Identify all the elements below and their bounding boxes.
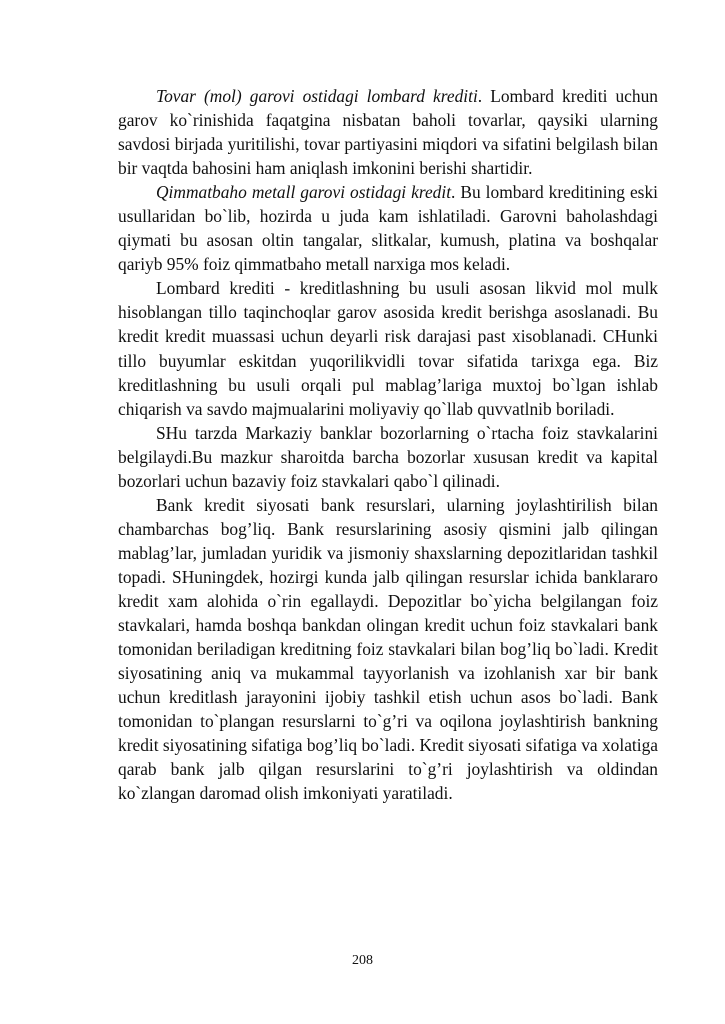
- paragraph-lombard-credit: [118, 276, 658, 420]
- paragraph-lombard-goods: [118, 84, 658, 180]
- paragraph-precious-metal: [118, 180, 658, 276]
- paragraph-text: Bank kredit siyosati bank resurslari, ularning joylashtirilish bilan chambarchas bog’liq. Bank resurslarining asosiy qismini jalb qilingan mablag’lar, jumladan yuridik va jismoniy shaxslarning depozitlaridan tashkil topadi. SHuningdek, hozirgi kunda jalb qilingan resurslar ichida banklararo kredit xam alohida o`rin egallaydi. Depozitlar bo`yicha belgilangan foiz stavkalari, hamda boshqa bankdan olingan kredit uchun foiz stavkalari bank tomonidan beriladigan kreditning foiz stavkalari bilan bog’liq bo`ladi. Kredit siyosatining aniq va mukammal tayyorlanish va izohlanish xar bir bank uchun kreditlash jarayonini ijobiy tashkil etish uchun asos bo`ladi. Bank tomonidan to`plangan resurslarni to`g’ri va oqilona joylashtirish bankning kredit siyosatining sifatiga bog’liq bo`ladi. Kredit siyosati sifatiga va xolatiga qarab bank jalb qilgan resurslarini to`g’ri joylashtirish va oldindan ko`zlangan daromad olish imkoniyati yaratiladi.: [118, 494, 658, 804]
- paragraph-text: . Lombard krediti uchun garov ko`rinishida faqatgina nisbatan baholi tovarlar, qaysiki ularning savdosi birjada yuritilishi, tovar partiyasini miqdori va sifatini belgilash bilan bir vaqtda bahosini ham aniqlash imkonini berishi shartidir.: [118, 86, 658, 179]
- paragraph-heading-italic: Qimmatbaho metall garovi ostidagi kredit: [156, 182, 452, 203]
- paragraph-text: Lombard krediti - kreditlashning bu usuli asosan likvid mol mulk hisoblangan tillo taqinchoqlar garov asosida kredit berishga asoslanadi. Bu kredit kredit muassasi uchun deyarli risk darajasi past xisoblanadi. CHunki tillo buyumlar eskitdan yuqorilikvidli tovar sifatida tarixga ega. Biz kreditlashning bu usuli orqali pul mablag’lariga muxtoj bo`lgan ishlab chiqarish va savdo majmualarini moliyaviy qo`llab quvvatlnib boriladi.: [118, 278, 658, 419]
- paragraph-credit-policy: [118, 493, 658, 806]
- page-number: 208: [352, 953, 373, 968]
- paragraph-text: SHu tarzda Markaziy banklar bozorlarning o`rtacha foiz stavkalarini belgilaydi.Bu mazkur sharoitda barcha bozorlar xususan kredit va kapital bozorlari uchun bazaviy foiz stavkalari qabo`l qilinadi.: [118, 422, 658, 491]
- paragraph-central-banks: [118, 421, 658, 493]
- paragraph-heading-italic: Tovar (mol) garovi ostidagi lombard krediti: [156, 86, 478, 106]
- paragraph-text: . Bu lombard kreditining eski usullaridan bo`lib, hozirda u juda kam ishlatiladi. Garovni baholashdagi qiymati bu asosan oltin tangalar, slitkalar, kumush, platina va boshqalar qariyb 95% foiz qimmatbaho metall narxiga mos keladi.: [118, 182, 658, 275]
- body-text: [118, 84, 658, 805]
